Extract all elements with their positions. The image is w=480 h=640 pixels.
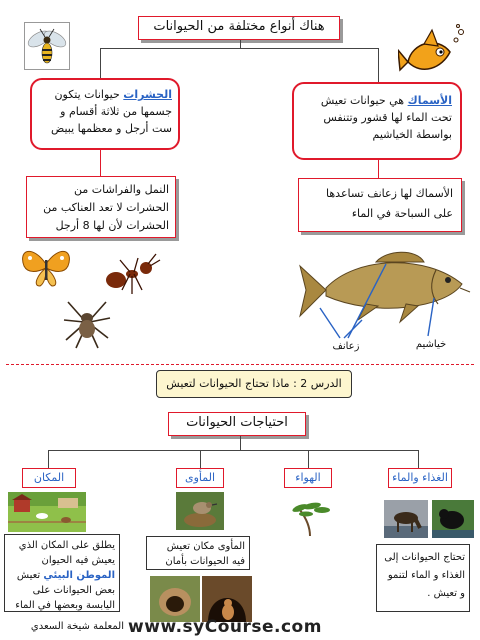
animal-den-image <box>202 576 252 622</box>
connector <box>100 48 378 49</box>
need-food-label: الغذاء والماء <box>392 471 448 484</box>
main-title-box <box>138 16 340 40</box>
farm-image <box>8 492 86 532</box>
site-watermark: www.syCourse.com <box>128 617 322 637</box>
fish-note-box <box>298 178 462 232</box>
place-term: الموطن البيئي <box>43 570 115 581</box>
moose-image <box>384 500 428 538</box>
fish-term: الأسماك <box>407 94 452 107</box>
spider-image <box>62 296 112 350</box>
food-description-box <box>376 544 470 612</box>
shelter-description: المأوى مكان تعيش فيه الحيوانات بأمان <box>165 541 245 567</box>
connector <box>48 450 418 451</box>
label-gills: خياشيم <box>415 339 447 350</box>
bear-image <box>432 500 474 538</box>
butterfly-image <box>18 244 74 290</box>
bird-nest-image <box>176 492 224 530</box>
connector <box>378 48 379 82</box>
food-description: تحتاج الحيوانات إلى الغذاء و الماء لتنمو و تعيش . <box>384 552 465 599</box>
need-air-label: الهواء <box>295 471 321 484</box>
need-place-label: المكان <box>33 471 65 484</box>
connector <box>100 48 101 78</box>
needs-title-box <box>168 412 306 436</box>
burrow-image <box>150 576 200 622</box>
ant-image <box>102 250 162 298</box>
needs-title: احتياجات الحيوانات <box>186 415 288 430</box>
place-description-box <box>4 534 120 612</box>
insects-note: النمل والفراشات من الحشرات لا تعد العناكب من الحشرات لأن لها 8 أرجل <box>43 183 169 232</box>
insects-description: حيوانات يتكون جسمها من ثلاثة أقسام و ست أرجل و معظمها يبيض <box>51 88 172 135</box>
fish-definition-box <box>292 82 462 160</box>
need-place-box <box>22 468 76 488</box>
connector <box>240 40 241 49</box>
insects-term: الحشرات <box>123 88 172 101</box>
section-separator <box>6 364 474 365</box>
insects-note-box <box>26 176 176 238</box>
label-fins: زعانف <box>332 341 360 352</box>
teacher-name: المعلمة شيخة السعدي <box>30 621 124 632</box>
fish-description: هي حيوانات تعيش تحت الماء لها قشور وتتنفس بواسطة الخياشيم <box>320 94 452 141</box>
lesson-banner <box>156 370 352 398</box>
tree-in-wind-image <box>286 500 336 536</box>
place-description-1: يطلق على المكان الذي يعيش فيه الحيوان <box>18 540 115 566</box>
connector <box>100 150 101 176</box>
connector <box>200 450 201 468</box>
place-description-2: تعيش بعض الحيوانات على اليابسة وبعضها في الماء <box>15 570 115 611</box>
connector <box>418 450 419 468</box>
need-shelter-box <box>176 468 224 488</box>
connector <box>48 450 49 468</box>
connector <box>240 436 241 450</box>
wasp-image <box>24 22 70 70</box>
need-shelter-label: المأوى <box>184 471 216 484</box>
connector <box>308 450 309 468</box>
insects-definition-box <box>30 78 180 150</box>
main-title: هناك أنواع مختلفة من الحيوانات <box>153 19 325 34</box>
need-food-box <box>388 468 452 488</box>
connector <box>378 160 379 178</box>
cartoon-fish-image <box>398 22 468 86</box>
need-air-box <box>284 468 332 488</box>
lesson-title: الدرس 2 : ماذا تحتاج الحيوانات لتعيش <box>166 377 342 390</box>
shelter-description-box <box>146 536 250 570</box>
fish-note: الأسماك لها زعانف تساعدها على السباحة في الماء <box>326 187 453 220</box>
